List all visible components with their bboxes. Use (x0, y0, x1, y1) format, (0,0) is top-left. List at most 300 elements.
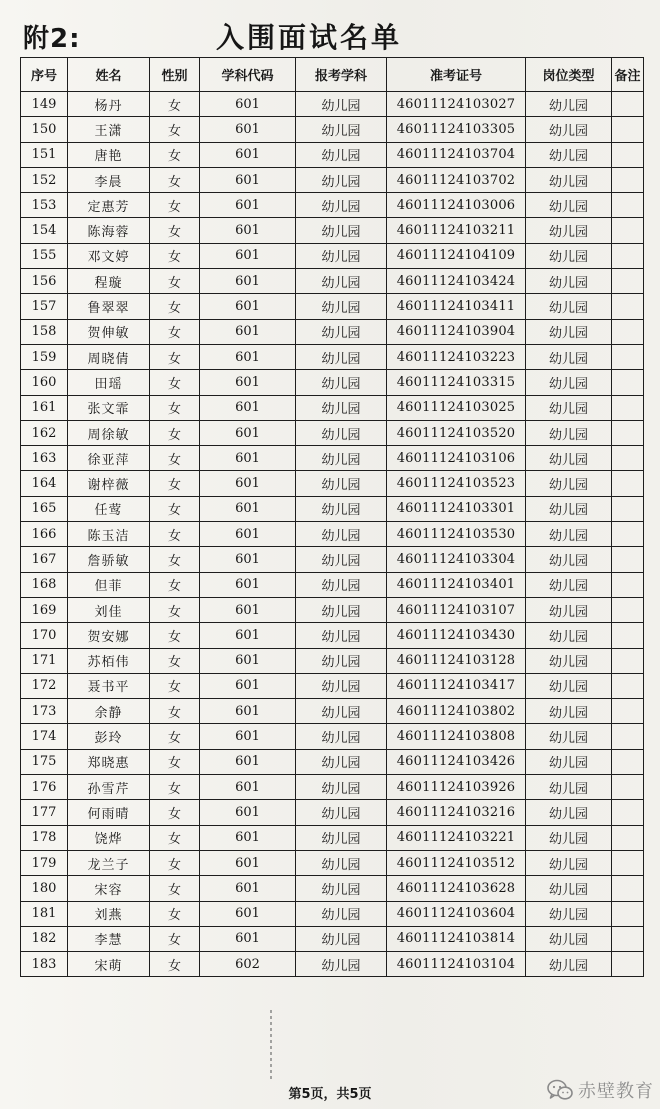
cell-subject-code: 601 (200, 471, 296, 496)
cell-remarks (612, 623, 644, 648)
cell-remarks (612, 850, 644, 875)
table-row (21, 319, 644, 344)
cell-subject-code: 601 (200, 269, 296, 294)
cell-subject: 幼儿园 (296, 167, 387, 192)
cell-ticket-number: 46011124103006 (387, 193, 526, 218)
cell-ticket-number: 46011124103401 (387, 572, 526, 597)
cell-seq: 175 (21, 749, 68, 774)
cell-subject-code: 601 (200, 876, 296, 901)
cell-subject: 幼儿园 (296, 395, 387, 420)
cell-ticket-number: 46011124103424 (387, 269, 526, 294)
cell-gender: 女 (150, 117, 200, 142)
cell-subject: 幼儿园 (296, 623, 387, 648)
cell-subject: 幼儿园 (296, 496, 387, 521)
cell-subject-code: 601 (200, 825, 296, 850)
cell-remarks (612, 547, 644, 572)
cell-gender: 女 (150, 218, 200, 243)
cell-gender: 女 (150, 522, 200, 547)
cell-gender: 女 (150, 294, 200, 319)
cell-post-type: 幼儿园 (526, 749, 612, 774)
cell-ticket-number: 46011124103808 (387, 724, 526, 749)
cell-subject: 幼儿园 (296, 673, 387, 698)
cell-subject-code: 601 (200, 167, 296, 192)
cell-gender: 女 (150, 193, 200, 218)
cell-subject-code: 601 (200, 724, 296, 749)
cell-remarks (612, 218, 644, 243)
cell-gender: 女 (150, 597, 200, 622)
cell-remarks (612, 901, 644, 926)
cell-ticket-number: 46011124103027 (387, 92, 526, 117)
cell-ticket-number: 46011124103814 (387, 926, 526, 951)
cell-ticket-number: 46011124103604 (387, 901, 526, 926)
cell-post-type: 幼儿园 (526, 370, 612, 395)
cell-name: 但菲 (68, 572, 150, 597)
header-ticket-number: 准考证号 (387, 58, 526, 92)
header-subject: 报考学科 (296, 58, 387, 92)
cell-subject: 幼儿园 (296, 901, 387, 926)
cell-subject: 幼儿园 (296, 269, 387, 294)
cell-gender: 女 (150, 926, 200, 951)
cell-ticket-number: 46011124103802 (387, 699, 526, 724)
cell-subject: 幼儿园 (296, 420, 387, 445)
cell-post-type: 幼儿园 (526, 142, 612, 167)
cell-post-type: 幼儿园 (526, 901, 612, 926)
page-indicator: 第5页，共5页 (288, 1087, 372, 1102)
cell-name: 李晨 (68, 167, 150, 192)
cell-seq: 173 (21, 699, 68, 724)
cell-subject-code: 601 (200, 243, 296, 268)
cell-name: 刘佳 (68, 597, 150, 622)
cell-ticket-number: 46011124103106 (387, 446, 526, 471)
cell-remarks (612, 294, 644, 319)
cell-remarks (612, 775, 644, 800)
header-gender: 性别 (150, 58, 200, 92)
cell-post-type: 幼儿园 (526, 218, 612, 243)
header-name: 姓名 (68, 58, 150, 92)
cell-seq: 159 (21, 344, 68, 369)
cell-ticket-number: 46011124103523 (387, 471, 526, 496)
cell-subject-code: 601 (200, 800, 296, 825)
cell-subject: 幼儿园 (296, 952, 387, 977)
cell-name: 彭玲 (68, 724, 150, 749)
cell-post-type: 幼儿园 (526, 344, 612, 369)
cell-subject-code: 601 (200, 294, 296, 319)
cell-ticket-number: 46011124103221 (387, 825, 526, 850)
cell-subject: 幼儿园 (296, 825, 387, 850)
cell-name: 田瑶 (68, 370, 150, 395)
cell-name: 詹骄敏 (68, 547, 150, 572)
table-row (21, 673, 644, 698)
cell-ticket-number: 46011124103430 (387, 623, 526, 648)
table-row (21, 850, 644, 875)
cell-subject-code: 601 (200, 901, 296, 926)
cell-remarks (612, 572, 644, 597)
cell-ticket-number: 46011124103520 (387, 420, 526, 445)
cell-post-type: 幼儿园 (526, 825, 612, 850)
cell-ticket-number: 46011124103512 (387, 850, 526, 875)
cell-name: 张文霏 (68, 395, 150, 420)
cell-subject-code: 601 (200, 699, 296, 724)
cell-seq: 167 (21, 547, 68, 572)
cell-subject-code: 601 (200, 142, 296, 167)
cell-ticket-number: 46011124103301 (387, 496, 526, 521)
table-row (21, 344, 644, 369)
cell-remarks (612, 597, 644, 622)
cell-gender: 女 (150, 901, 200, 926)
cell-name: 陈玉洁 (68, 522, 150, 547)
table-row (21, 294, 644, 319)
cell-subject-code: 601 (200, 446, 296, 471)
cell-gender: 女 (150, 344, 200, 369)
header-seq: 序号 (21, 58, 68, 92)
cell-ticket-number: 46011124103216 (387, 800, 526, 825)
cell-name: 唐艳 (68, 142, 150, 167)
cell-name: 周晓倩 (68, 344, 150, 369)
cell-subject-code: 601 (200, 496, 296, 521)
table-body (21, 92, 644, 977)
cell-name: 余静 (68, 699, 150, 724)
cell-remarks (612, 446, 644, 471)
cell-name: 周徐敏 (68, 420, 150, 445)
cell-gender: 女 (150, 167, 200, 192)
cell-seq: 179 (21, 850, 68, 875)
cell-gender: 女 (150, 496, 200, 521)
cell-gender: 女 (150, 699, 200, 724)
cell-seq: 165 (21, 496, 68, 521)
cell-name: 鲁翠翠 (68, 294, 150, 319)
table-header-row (21, 58, 644, 92)
table-row (21, 496, 644, 521)
header-subject-code: 学科代码 (200, 58, 296, 92)
cell-name: 杨丹 (68, 92, 150, 117)
cell-remarks (612, 471, 644, 496)
cell-subject-code: 601 (200, 850, 296, 875)
table-row (21, 218, 644, 243)
cell-subject: 幼儿园 (296, 850, 387, 875)
table-row (21, 269, 644, 294)
cell-ticket-number: 46011124103926 (387, 775, 526, 800)
cell-gender: 女 (150, 749, 200, 774)
cell-gender: 女 (150, 269, 200, 294)
cell-subject: 幼儿园 (296, 142, 387, 167)
table-row (21, 775, 644, 800)
table-row (21, 446, 644, 471)
cell-gender: 女 (150, 850, 200, 875)
cell-seq: 157 (21, 294, 68, 319)
cell-name: 徐亚萍 (68, 446, 150, 471)
cell-subject: 幼儿园 (296, 749, 387, 774)
cell-subject: 幼儿园 (296, 193, 387, 218)
cell-subject-code: 601 (200, 648, 296, 673)
cell-name: 宋容 (68, 876, 150, 901)
cell-subject: 幼儿园 (296, 446, 387, 471)
cell-gender: 女 (150, 446, 200, 471)
cell-name: 饶烨 (68, 825, 150, 850)
cell-seq: 160 (21, 370, 68, 395)
cell-name: 陈海蓉 (68, 218, 150, 243)
cell-post-type: 幼儿园 (526, 496, 612, 521)
cell-ticket-number: 46011124103304 (387, 547, 526, 572)
cell-seq: 170 (21, 623, 68, 648)
cell-subject-code: 601 (200, 547, 296, 572)
cell-name: 任莺 (68, 496, 150, 521)
cell-subject: 幼儿园 (296, 775, 387, 800)
cell-remarks (612, 825, 644, 850)
cell-remarks (612, 420, 644, 445)
cell-gender: 女 (150, 370, 200, 395)
cell-subject: 幼儿园 (296, 522, 387, 547)
cell-post-type: 幼儿园 (526, 420, 612, 445)
cell-subject-code: 601 (200, 673, 296, 698)
cell-subject-code: 601 (200, 775, 296, 800)
cell-gender: 女 (150, 572, 200, 597)
cell-subject: 幼儿园 (296, 699, 387, 724)
cell-gender: 女 (150, 395, 200, 420)
cell-post-type: 幼儿园 (526, 850, 612, 875)
table-row (21, 522, 644, 547)
cell-name: 刘燕 (68, 901, 150, 926)
cell-ticket-number: 46011124103411 (387, 294, 526, 319)
cell-post-type: 幼儿园 (526, 572, 612, 597)
cell-gender: 女 (150, 623, 200, 648)
cell-seq: 163 (21, 446, 68, 471)
cell-seq: 171 (21, 648, 68, 673)
interview-list-table (20, 57, 644, 977)
cell-gender: 女 (150, 243, 200, 268)
cell-remarks (612, 522, 644, 547)
cell-post-type: 幼儿园 (526, 724, 612, 749)
table-row (21, 623, 644, 648)
cell-subject: 幼儿园 (296, 243, 387, 268)
table-row (21, 572, 644, 597)
cell-name: 谢梓薇 (68, 471, 150, 496)
cell-gender: 女 (150, 420, 200, 445)
cell-subject-code: 601 (200, 92, 296, 117)
table-row (21, 901, 644, 926)
cell-post-type: 幼儿园 (526, 800, 612, 825)
cell-name: 苏栢伟 (68, 648, 150, 673)
cell-subject: 幼儿园 (296, 800, 387, 825)
table-row (21, 699, 644, 724)
cell-remarks (612, 673, 644, 698)
cell-seq: 154 (21, 218, 68, 243)
cell-name: 贺伸敏 (68, 319, 150, 344)
cell-post-type: 幼儿园 (526, 92, 612, 117)
cell-remarks (612, 269, 644, 294)
cell-gender: 女 (150, 724, 200, 749)
cell-post-type: 幼儿园 (526, 269, 612, 294)
cell-subject-code: 601 (200, 597, 296, 622)
cell-seq: 169 (21, 597, 68, 622)
cell-name: 贺安娜 (68, 623, 150, 648)
cell-post-type: 幼儿园 (526, 319, 612, 344)
cell-gender: 女 (150, 547, 200, 572)
cell-post-type: 幼儿园 (526, 926, 612, 951)
cell-remarks (612, 749, 644, 774)
cell-subject-code: 601 (200, 926, 296, 951)
cell-subject-code: 601 (200, 319, 296, 344)
cell-name: 宋萌 (68, 952, 150, 977)
table-row (21, 597, 644, 622)
cell-seq: 166 (21, 522, 68, 547)
cell-name: 王潇 (68, 117, 150, 142)
cell-subject-code: 601 (200, 572, 296, 597)
cell-gender: 女 (150, 142, 200, 167)
cell-ticket-number: 46011124103315 (387, 370, 526, 395)
cell-post-type: 幼儿园 (526, 446, 612, 471)
table-row (21, 193, 644, 218)
cell-ticket-number: 46011124103628 (387, 876, 526, 901)
cell-seq: 176 (21, 775, 68, 800)
cell-seq: 162 (21, 420, 68, 445)
cell-post-type: 幼儿园 (526, 243, 612, 268)
cell-seq: 151 (21, 142, 68, 167)
cell-subject: 幼儿园 (296, 294, 387, 319)
table-row (21, 167, 644, 192)
cell-remarks (612, 496, 644, 521)
table-row (21, 243, 644, 268)
cell-ticket-number: 46011124103305 (387, 117, 526, 142)
cell-seq: 172 (21, 673, 68, 698)
cell-gender: 女 (150, 825, 200, 850)
cell-name: 邓文婷 (68, 243, 150, 268)
cell-seq: 158 (21, 319, 68, 344)
table-row (21, 926, 644, 951)
cell-remarks (612, 800, 644, 825)
cell-seq: 150 (21, 117, 68, 142)
cell-seq: 183 (21, 952, 68, 977)
cell-seq: 152 (21, 167, 68, 192)
cell-ticket-number: 46011124103702 (387, 167, 526, 192)
cell-remarks (612, 193, 644, 218)
cell-subject: 幼儿园 (296, 724, 387, 749)
cell-subject: 幼儿园 (296, 370, 387, 395)
cell-remarks (612, 92, 644, 117)
table-row (21, 420, 644, 445)
attachment-label: 附2: (23, 24, 81, 54)
table-row (21, 952, 644, 977)
cell-ticket-number: 46011124103223 (387, 344, 526, 369)
table-row (21, 92, 644, 117)
cell-subject-code: 601 (200, 117, 296, 142)
table-row (21, 876, 644, 901)
cell-remarks (612, 117, 644, 142)
cell-remarks (612, 319, 644, 344)
cell-subject: 幼儿园 (296, 648, 387, 673)
table-row (21, 117, 644, 142)
cell-post-type: 幼儿园 (526, 597, 612, 622)
cell-post-type: 幼儿园 (526, 648, 612, 673)
cell-remarks (612, 142, 644, 167)
cell-subject-code: 601 (200, 193, 296, 218)
cell-remarks (612, 926, 644, 951)
header-post-type: 岗位类型 (526, 58, 612, 92)
cell-name: 定惠芳 (68, 193, 150, 218)
cell-subject-code: 601 (200, 420, 296, 445)
cell-subject: 幼儿园 (296, 572, 387, 597)
cell-subject: 幼儿园 (296, 92, 387, 117)
cell-gender: 女 (150, 319, 200, 344)
cell-subject: 幼儿园 (296, 471, 387, 496)
cell-gender: 女 (150, 775, 200, 800)
watermark (547, 1077, 654, 1103)
cell-seq: 156 (21, 269, 68, 294)
cell-subject: 幼儿园 (296, 876, 387, 901)
cell-post-type: 幼儿园 (526, 117, 612, 142)
cell-name: 孙雪芹 (68, 775, 150, 800)
cell-post-type: 幼儿园 (526, 193, 612, 218)
cell-ticket-number: 46011124103904 (387, 319, 526, 344)
cell-post-type: 幼儿园 (526, 167, 612, 192)
cell-seq: 177 (21, 800, 68, 825)
cell-ticket-number: 46011124104109 (387, 243, 526, 268)
cell-subject-code: 601 (200, 522, 296, 547)
cell-post-type: 幼儿园 (526, 547, 612, 572)
cell-seq: 168 (21, 572, 68, 597)
table-row (21, 547, 644, 572)
cell-seq: 178 (21, 825, 68, 850)
cell-ticket-number: 46011124103025 (387, 395, 526, 420)
cell-seq: 182 (21, 926, 68, 951)
cell-seq: 164 (21, 471, 68, 496)
cell-post-type: 幼儿园 (526, 623, 612, 648)
cell-seq: 149 (21, 92, 68, 117)
cell-gender: 女 (150, 673, 200, 698)
cell-subject-code: 601 (200, 344, 296, 369)
cell-gender: 女 (150, 648, 200, 673)
cell-ticket-number: 46011124103128 (387, 648, 526, 673)
cell-gender: 女 (150, 952, 200, 977)
cell-subject-code: 601 (200, 370, 296, 395)
cell-ticket-number: 46011124103417 (387, 673, 526, 698)
cell-gender: 女 (150, 471, 200, 496)
cell-subject: 幼儿园 (296, 926, 387, 951)
cell-subject: 幼儿园 (296, 344, 387, 369)
header-remarks: 备注 (612, 58, 644, 92)
cell-seq: 155 (21, 243, 68, 268)
watermark-text: 赤壁教育 (578, 1081, 654, 1102)
cell-remarks (612, 648, 644, 673)
table-row (21, 370, 644, 395)
cell-ticket-number: 46011124103211 (387, 218, 526, 243)
cell-seq: 153 (21, 193, 68, 218)
cell-name: 龙兰子 (68, 850, 150, 875)
cell-seq: 181 (21, 901, 68, 926)
table-row (21, 724, 644, 749)
table-row (21, 749, 644, 774)
cell-ticket-number: 46011124103426 (387, 749, 526, 774)
cell-ticket-number: 46011124103104 (387, 952, 526, 977)
wechat-icon (547, 1079, 573, 1101)
cell-post-type: 幼儿园 (526, 876, 612, 901)
cell-name: 何雨晴 (68, 800, 150, 825)
cell-remarks (612, 344, 644, 369)
cell-gender: 女 (150, 92, 200, 117)
cell-seq: 161 (21, 395, 68, 420)
cell-post-type: 幼儿园 (526, 471, 612, 496)
cell-subject-code: 601 (200, 749, 296, 774)
table-row (21, 648, 644, 673)
binding-mark (270, 1010, 272, 1080)
cell-post-type: 幼儿园 (526, 699, 612, 724)
cell-subject: 幼儿园 (296, 218, 387, 243)
cell-subject-code: 601 (200, 218, 296, 243)
cell-gender: 女 (150, 876, 200, 901)
table-row (21, 471, 644, 496)
cell-remarks (612, 699, 644, 724)
cell-ticket-number: 46011124103704 (387, 142, 526, 167)
cell-ticket-number: 46011124103530 (387, 522, 526, 547)
